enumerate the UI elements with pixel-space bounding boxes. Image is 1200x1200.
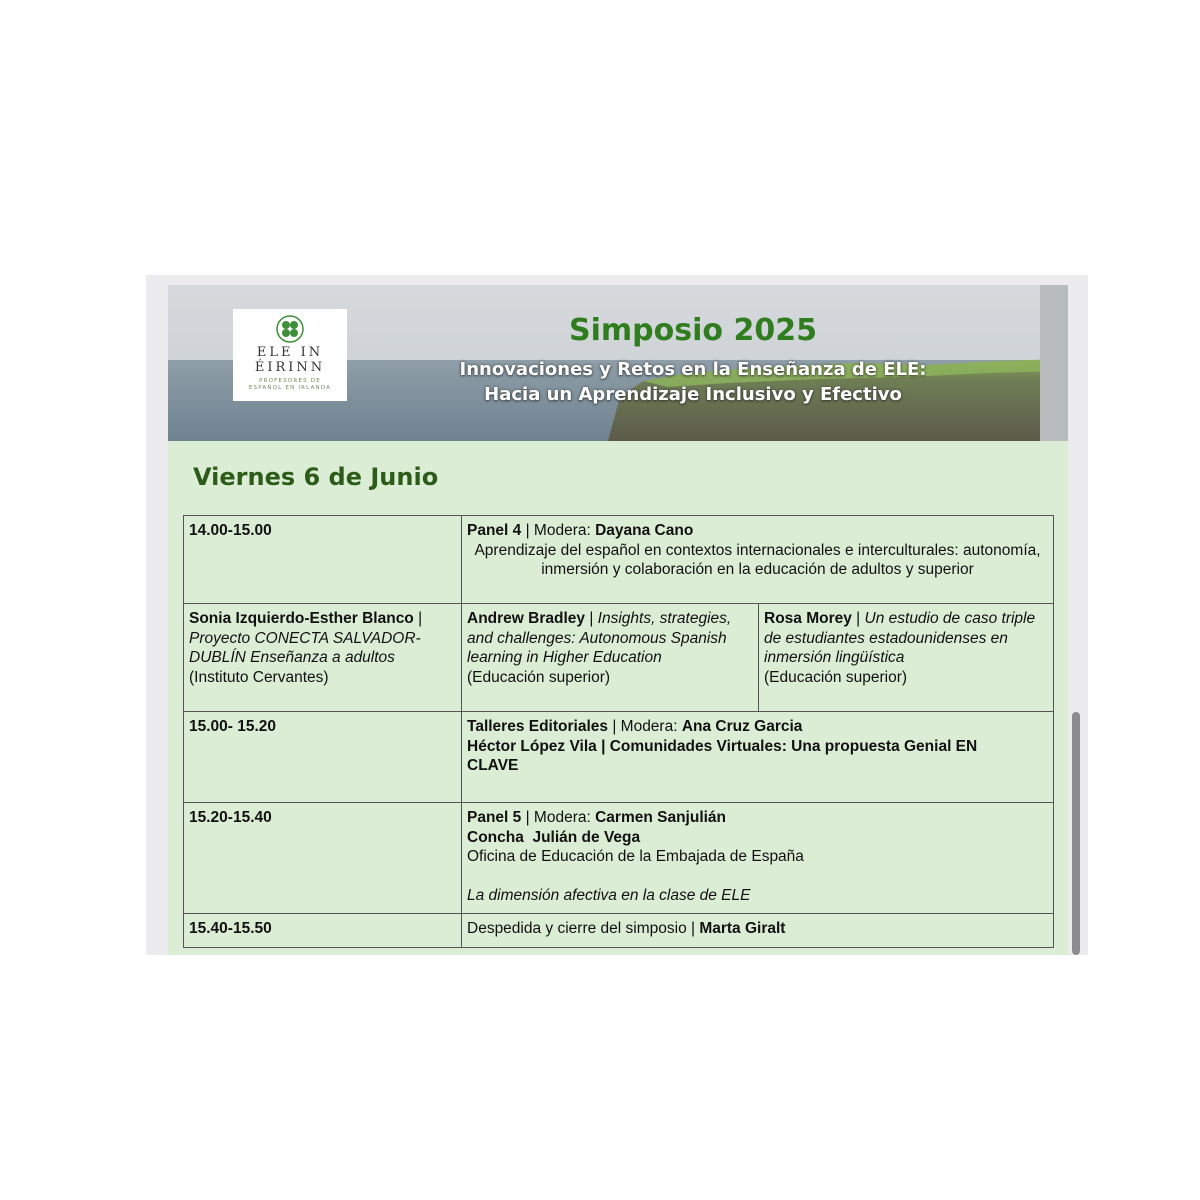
logo-text-line1: ELE IN [256,345,324,360]
table-row [184,914,1054,948]
day-heading: Viernes 6 de Junio [193,463,439,491]
panel-topic: Aprendizaje del español en contextos internacionales e interculturales: autonomía, inmersión y colaboración en la educación de adultos y superior [474,541,1041,578]
separator: | [521,809,534,826]
separator: | [612,718,621,735]
logo-tagline-line1: PROFESORES DE [259,378,321,384]
table-row [184,803,1054,914]
separator: | [686,920,700,937]
talk-cell [462,604,759,712]
symposium-title: Simposio 2025 [569,313,817,348]
symposium-subtitle [408,357,978,407]
program-document [168,285,1068,955]
talk-title: Un estudio de caso triple de estudiantes estadounidenses en inmersión lingüística [764,610,1036,666]
time-cell [184,516,462,604]
time-cell [184,803,462,914]
session-cell [462,516,1054,604]
table-row [184,712,1054,803]
speaker-affiliation: Oficina de Educación de la Embajada de España [467,848,804,865]
talk-cell [184,604,462,712]
table-row [184,516,1054,604]
time-label: 15.20-15.40 [189,809,272,826]
time-label: 15.00- 15.20 [189,718,277,735]
talk-title: Insights, strategies, and challenges: Autonomous Spanish learning in Higher Education [467,610,732,666]
time-label: 15.40-15.50 [189,920,272,937]
separator: | [413,610,423,627]
talk-title: La dimensión afectiva en la clase de ELE [467,886,751,904]
session-cell [462,803,1054,914]
panel-label: Panel 5 [467,809,522,826]
speaker-name: Rosa Morey [764,610,852,627]
workshop-details: Héctor López Vila | Comunidades Virtuales: Una propuesta Genial EN CLAVE [467,737,978,774]
time-label: 14.00-15.00 [189,522,272,539]
talk-cell [759,604,1054,712]
time-cell [184,712,462,803]
clover-icon [276,315,304,343]
speaker-name: Andrew Bradley [467,610,586,627]
time-cell [184,914,462,948]
talk-note: (Educación superior) [764,668,908,686]
talk-note: (Instituto Cervantes) [189,668,329,686]
closing-text: Despedida y cierre del simposio [467,920,687,937]
vertical-scrollbar[interactable] [1072,712,1080,955]
talk-title: Proyecto CONECTA SALVADOR-DUBLÍN Enseñanza a adultos [189,629,421,666]
subtitle-line1: Innovaciones y Retos en la Enseñanza de ELE: [459,359,927,380]
panel-label: Panel 4 [467,522,522,539]
moderator-label: Modera: [620,718,682,735]
separator: | [851,610,865,627]
closing-person: Marta Giralt [699,920,786,937]
session-cell [462,914,1054,948]
schedule-table [183,515,1054,948]
logo-text-line2: ÉIRINN [254,360,326,375]
ele-in-eirinn-logo [233,309,347,401]
speaker-name: Sonia Izquierdo-Esther Blanco [189,610,414,627]
separator: | [585,610,598,627]
talk-note: (Educación superior) [467,668,611,686]
speaker-name: Concha Julián de Vega [467,828,641,846]
banner-header [168,285,1068,441]
moderator-name: Ana Cruz Garcia [681,718,803,735]
moderator-name: Dayana Cano [595,522,694,539]
separator: | [521,522,534,539]
table-row [184,604,1054,712]
session-cell [462,712,1054,803]
subtitle-line2: Hacia un Aprendizaje Inclusivo y Efectivo [484,384,902,405]
moderator-label: Modera: [533,809,596,826]
moderator-label: Modera: [533,522,596,539]
moderator-name: Carmen Sanjulián [595,809,727,826]
logo-tagline-line2: ESPAÑOL EN IRLANDA [248,385,332,391]
session-name: Talleres Editoriales [467,718,613,735]
